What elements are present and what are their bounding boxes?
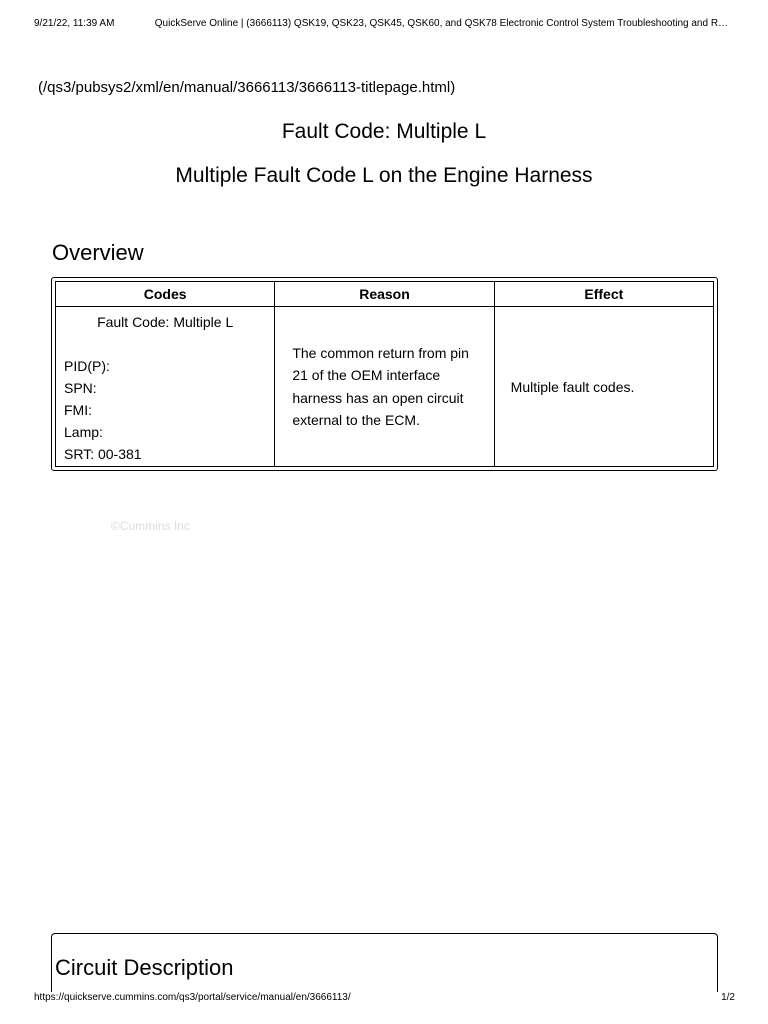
codes-fmi: FMI: — [64, 402, 92, 418]
codes-lamp: Lamp: — [64, 424, 103, 440]
cummins-watermark: ©Cummins Inc — [111, 519, 190, 533]
overview-table — [55, 281, 714, 467]
overview-table-frame — [51, 277, 718, 471]
column-header-effect: Effect — [494, 282, 713, 307]
fault-code-title: Fault Code: Multiple L — [281, 120, 487, 143]
effect-cell: Multiple fault codes. — [494, 307, 713, 467]
codes-cell — [56, 307, 275, 467]
overview-heading: Overview — [52, 240, 144, 265]
print-header — [34, 18, 738, 29]
table-row — [56, 307, 714, 467]
fault-code-subtitle: Multiple Fault Code L on the Engine Harness — [175, 164, 593, 187]
print-footer-url: https://quickserve.cummins.com/qs3/portal/service/manual/en/3666113/ — [34, 992, 351, 1003]
codes-spn: SPN: — [64, 380, 97, 396]
codes-pid: PID(P): — [64, 358, 110, 374]
codes-srt: SRT: 00-381 — [64, 446, 142, 462]
manual-path-link[interactable]: (/qs3/pubsys2/xml/en/manual/3666113/3666113-titlepage.html) — [38, 79, 456, 96]
print-footer — [34, 992, 735, 1003]
circuit-description-heading: Circuit Description — [55, 955, 234, 980]
print-page-number: 1/2 — [721, 992, 735, 1003]
column-header-codes: Codes — [56, 282, 275, 307]
print-page-title: QuickServe Online | (3666113) QSK19, QSK23, QSK45, QSK60, and QSK78 Electronic Control System Troubleshooting and R… — [154, 18, 729, 29]
reason-cell: The common return from pin 21 of the OEM interface harness has an open circuit external to the ECM. — [275, 307, 494, 467]
column-header-reason: Reason — [275, 282, 494, 307]
codes-fault-code: Fault Code: Multiple L — [97, 314, 234, 330]
table-header-row — [56, 282, 714, 307]
print-datetime: 9/21/22, 11:39 AM — [34, 18, 115, 29]
